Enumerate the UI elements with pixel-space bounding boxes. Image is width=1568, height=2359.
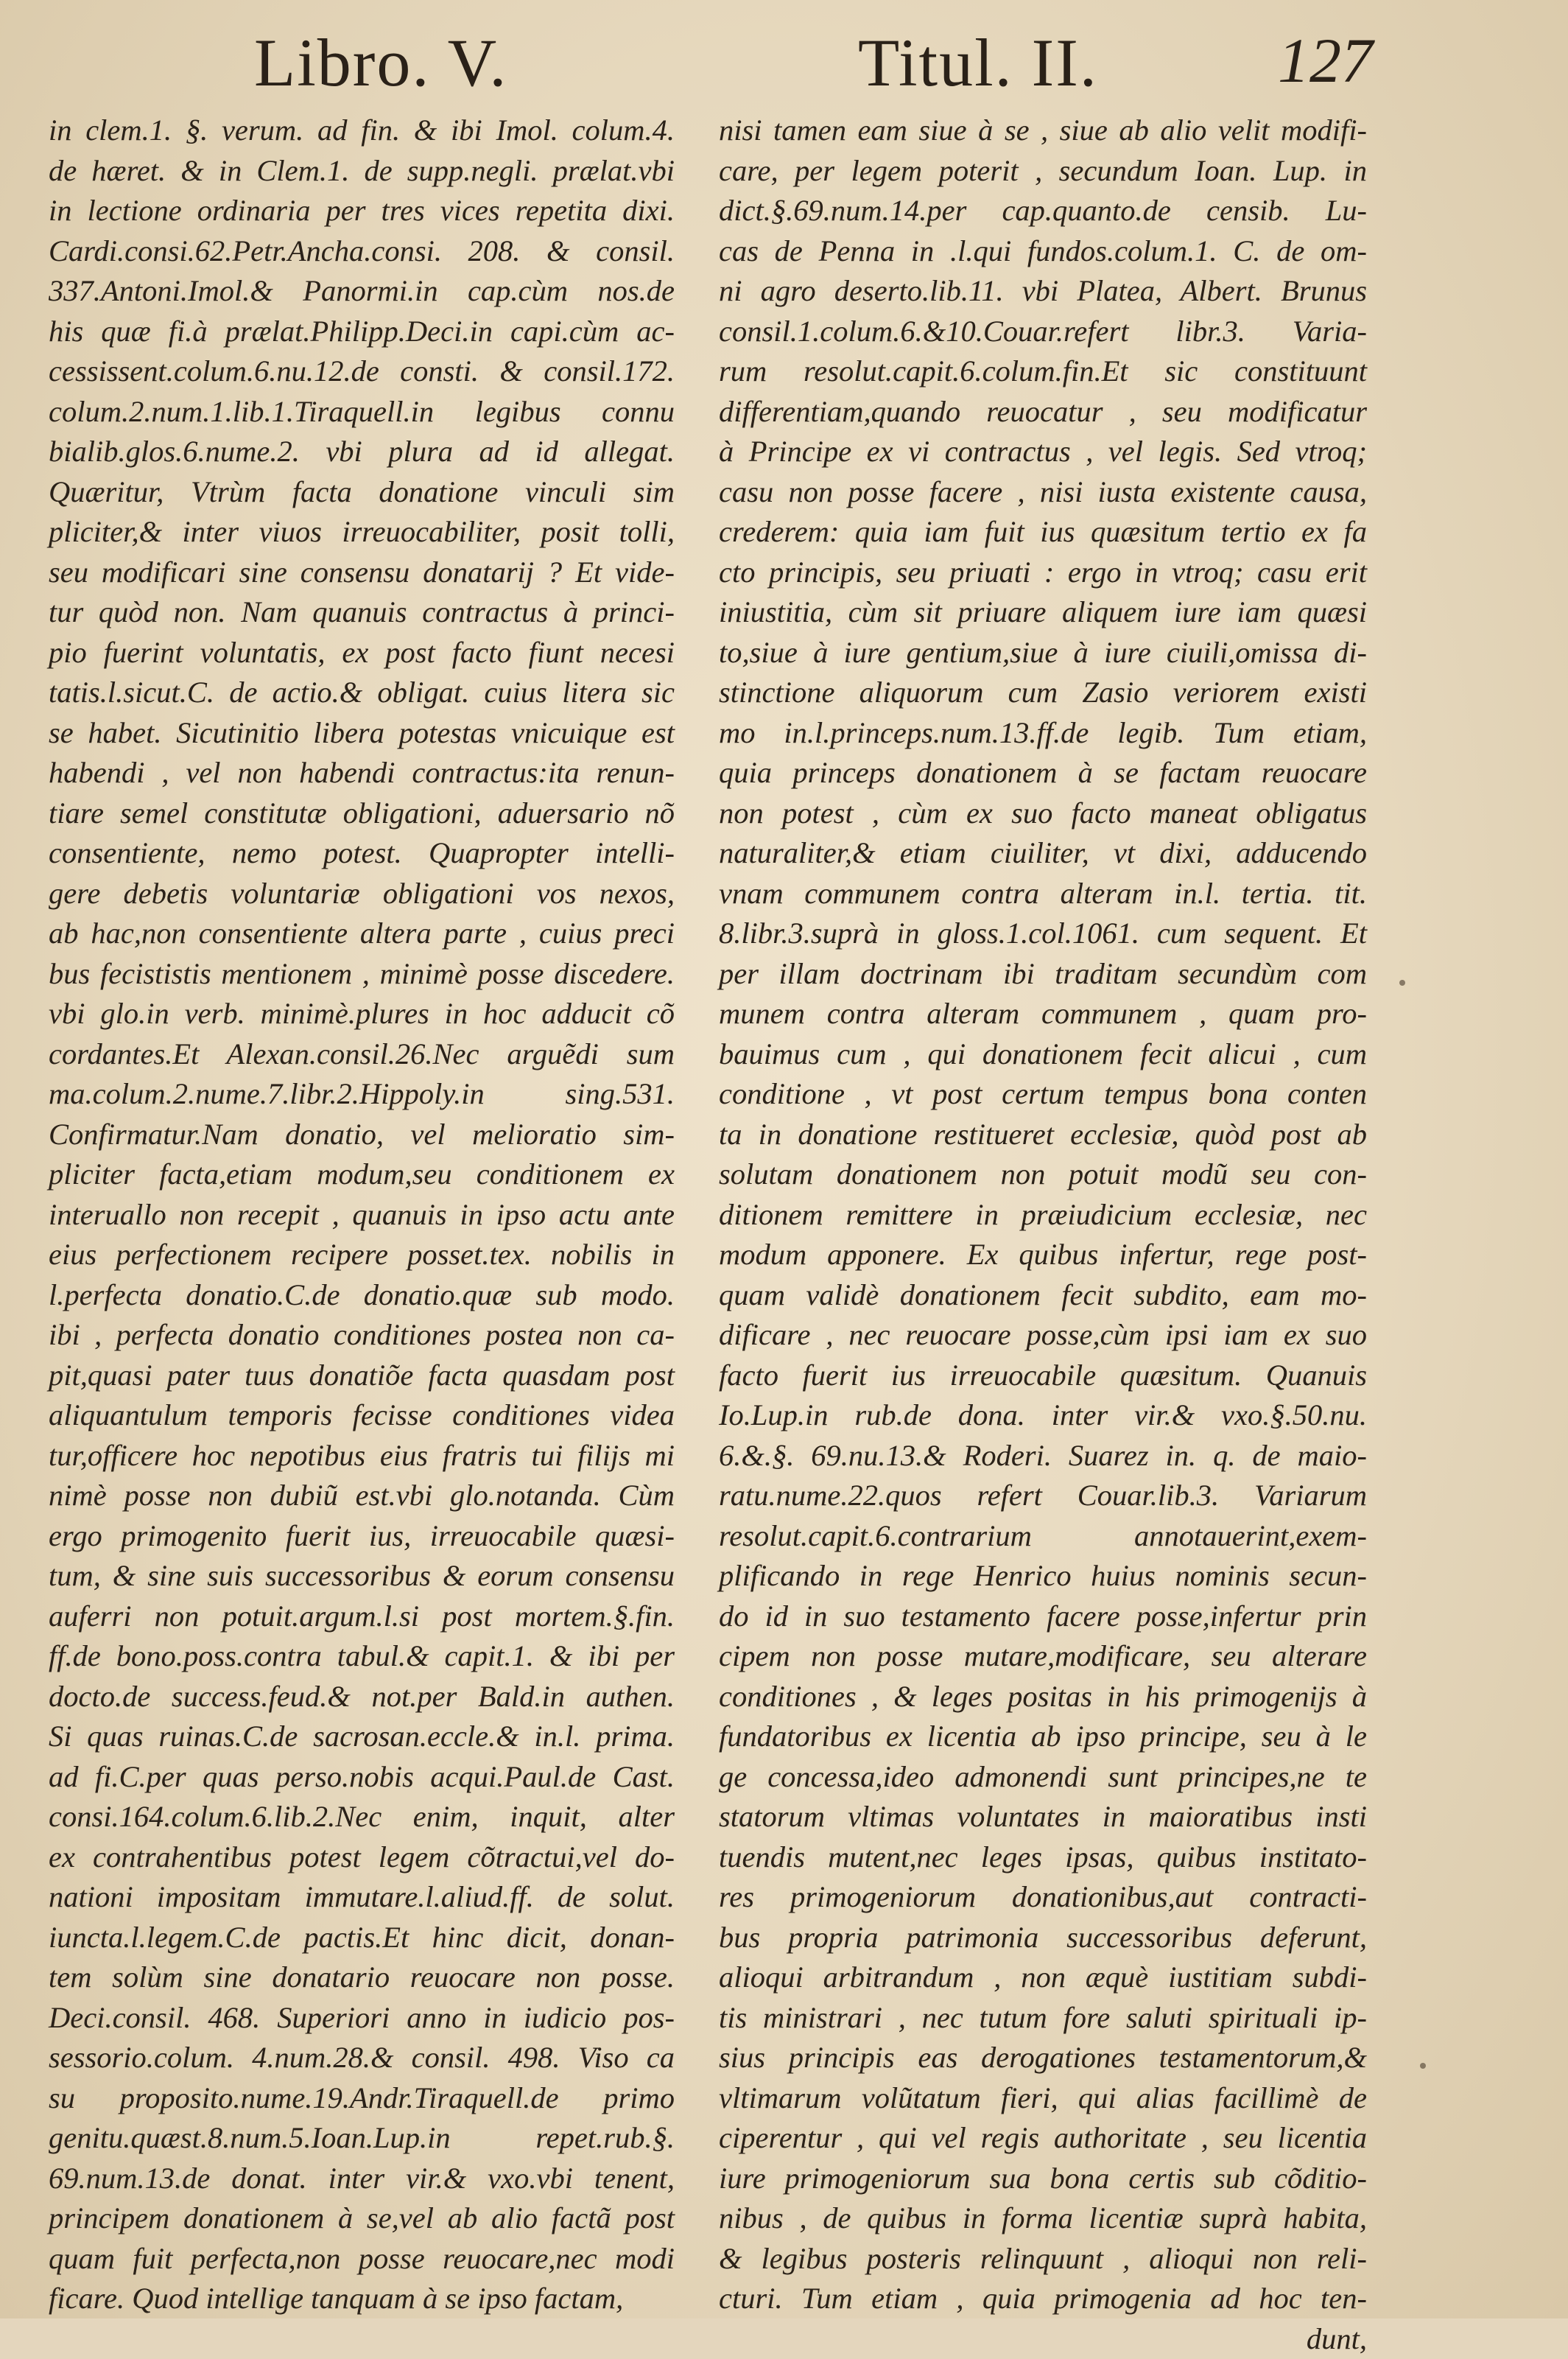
text-line: ibi , perfecta donatio conditiones postea non ca- xyxy=(49,1315,675,1356)
text-line: statorum vltimas voluntates in maioratibus insti xyxy=(719,1797,1367,1837)
text-line: quam validè donationem fecit subdito, eam mo- xyxy=(719,1275,1367,1316)
text-line: consi.164.colum.6.lib.2.Nec enim, inquit, alter xyxy=(49,1797,675,1837)
text-line: mo in.l.princeps.num.13.ff.de legib. Tum etiam, xyxy=(719,713,1367,754)
text-line: stinctione aliquorum cum Zasio veriorem existi xyxy=(719,673,1367,713)
text-line: Si quas ruinas.C.de sacrosan.eccle.& in.l. prima. xyxy=(49,1717,675,1757)
text-line: 8.libr.3.suprà in gloss.1.col.1061. cum sequent. Et xyxy=(719,914,1367,954)
text-line: pio fuerint voluntatis, ex post facto fiunt necesi xyxy=(49,633,675,673)
text-line: in lectione ordinaria per tres vices repetita dixi. xyxy=(49,191,675,231)
text-line: vltimarum volũtatum fieri, qui alias facillimè de xyxy=(719,2078,1367,2119)
text-line: munem contra alteram communem , quam pro- xyxy=(719,994,1367,1034)
text-line: consentiente, nemo potest. Quapropter intelli- xyxy=(49,833,675,874)
text-line: vbi glo.in verb. minimè.plures in hoc adducit cõ xyxy=(49,994,675,1034)
text-line: quam fuit perfecta,non posse reuocare,nec modi xyxy=(49,2239,675,2279)
text-line: resolut.capit.6.contrarium annotauerint,exem- xyxy=(719,1516,1367,1557)
text-line: crederem: quia iam fuit ius quæsitum tertio ex fa xyxy=(719,512,1367,553)
ink-speck xyxy=(1399,980,1405,986)
text-line: tem solùm sine donatario reuocare non posse. xyxy=(49,1957,675,1998)
text-line: cordantes.Et Alexan.consil.26.Nec arguẽdi sum xyxy=(49,1034,675,1075)
text-line: bus fecististis mentionem , minimè posse discedere. xyxy=(49,954,675,995)
text-line: vnam communem contra alteram in.l. tertia. tit. xyxy=(719,874,1367,914)
text-line: Io.Lup.in rub.de dona. inter vir.& vxo.§.50.nu. xyxy=(719,1395,1367,1436)
text-line: se habet. Sicutinitio libera potestas vnicuique est xyxy=(49,713,675,754)
text-line: do id in suo testamento facere posse,infertur prin xyxy=(719,1596,1367,1637)
text-line: de hæret. & in Clem.1. de supp.negli. prælat.vbi xyxy=(49,151,675,192)
text-line: Deci.consil. 468. Superiori anno in iudicio pos- xyxy=(49,1998,675,2039)
text-line: to,siue à iure gentium,siue à iure ciuili,omissa di- xyxy=(719,633,1367,673)
text-line: tiare semel constitutæ obligationi, aduersario nõ xyxy=(49,793,675,834)
left-text-column xyxy=(49,111,675,2319)
text-line: differentiam,quando reuocatur , seu modificatur xyxy=(719,392,1367,432)
text-line: in clem.1. §. verum. ad fin. & ibi Imol. colum.4. xyxy=(49,111,675,151)
text-line: rum resolut.capit.6.colum.fin.Et sic constituunt xyxy=(719,351,1367,392)
text-line: iniustitia, cùm sit priuare aliquem iure iam quæsi xyxy=(719,592,1367,633)
text-line: tum, & sine suis successoribus & eorum consensu xyxy=(49,1556,675,1596)
text-line: cas de Penna in .l.qui fundos.colum.1. C. de om- xyxy=(719,231,1367,272)
text-line: tis ministrari , nec tutum fore saluti spirituali ip- xyxy=(719,1998,1367,2039)
text-line: fundatoribus ex licentia ab ipso principe, seu à le xyxy=(719,1717,1367,1757)
text-line: 69.num.13.de donat. inter vir.& vxo.vbi tenent, xyxy=(49,2159,675,2199)
text-line: sessorio.colum. 4.num.28.& consil. 498. Viso ca xyxy=(49,2038,675,2078)
text-line: ciperentur , qui vel regis authoritate , seu licentia xyxy=(719,2118,1367,2159)
text-line: ab hac,non consentiente altera parte , cuius preci xyxy=(49,914,675,954)
text-line: ma.colum.2.nume.7.libr.2.Hippoly.in sing.531. xyxy=(49,1074,675,1115)
text-line: tuendis mutent,nec leges ipsas, quibus institato- xyxy=(719,1837,1367,1878)
text-line: auferri non potuit.argum.l.si post mortem.§.fin. xyxy=(49,1596,675,1637)
text-line: cipem non posse mutare,modificare, seu alterare xyxy=(719,1636,1367,1677)
text-line: l.perfecta donatio.C.de donatio.quæ sub modo. xyxy=(49,1275,675,1316)
text-line: aliquantulum temporis fecisse conditiones videa xyxy=(49,1395,675,1436)
text-line: casu non posse facere , nisi iusta existente causa, xyxy=(719,472,1367,513)
text-line: Quæritur, Vtrùm facta donatione vinculi sim xyxy=(49,472,675,513)
text-line: à Principe ex vi contractus , vel legis. Sed vtroq; xyxy=(719,432,1367,472)
text-line: facto fuerit ius irreuocabile quæsitum. Quanuis xyxy=(719,1356,1367,1396)
text-line: principem donationem à se,vel ab alio factã post xyxy=(49,2198,675,2239)
text-line: cto principis, seu priuati : ergo in vtroq; casu erit xyxy=(719,553,1367,593)
text-line: bauimus cum , qui donationem fecit alicui , cum xyxy=(719,1034,1367,1075)
text-line: conditione , vt post certum tempus bona conten xyxy=(719,1074,1367,1115)
text-line: gere debetis voluntariæ obligationi vos nexos, xyxy=(49,874,675,914)
text-line: ni agro deserto.lib.11. vbi Platea, Albert. Brunus xyxy=(719,271,1367,312)
text-line: Cardi.consi.62.Petr.Ancha.consi. 208. & consil. xyxy=(49,231,675,272)
page-number: 127 xyxy=(1278,24,1373,97)
text-line: tatis.l.sicut.C. de actio.& obligat. cuius litera sic xyxy=(49,673,675,713)
text-line: su proposito.nume.19.Andr.Tiraquell.de primo xyxy=(49,2078,675,2119)
text-line: interuallo non recepit , quanuis in ipso actu ante xyxy=(49,1195,675,1235)
text-line: modum apponere. Ex quibus infertur, rege post- xyxy=(719,1235,1367,1275)
text-line: ff.de bono.poss.contra tabul.& capit.1. & ibi per xyxy=(49,1636,675,1677)
text-line: pit,quasi pater tuus donatiõe facta quasdam post xyxy=(49,1356,675,1396)
text-line: care, per legem poterit , secundum Ioan. Lup. in xyxy=(719,151,1367,192)
text-line: ex contrahentibus potest legem cõtractui,vel do- xyxy=(49,1837,675,1878)
text-line: dunt, xyxy=(719,2319,1367,2359)
text-line: conditiones , & leges positas in his primogenijs à xyxy=(719,1677,1367,1717)
text-line: nisi tamen eam siue à se , siue ab alio velit modifi- xyxy=(719,111,1367,151)
text-line: naturaliter,& etiam ciuiliter, vt dixi, adducendo xyxy=(719,833,1367,874)
text-line: his quæ fi.à prælat.Philipp.Deci.in capi.cùm ac- xyxy=(49,312,675,352)
text-line: ta in donatione restitueret ecclesiæ, quòd post ab xyxy=(719,1115,1367,1155)
text-line: cessissent.colum.6.nu.12.de consti. & consil.172. xyxy=(49,351,675,392)
text-line: bialib.glos.6.nume.2. vbi plura ad id allegat. xyxy=(49,432,675,472)
text-line: ratu.nume.22.quos refert Couar.lib.3. Variarum xyxy=(719,1476,1367,1516)
text-line: pliciter,& inter viuos irreuocabiliter, posit tolli, xyxy=(49,512,675,553)
text-line: tur quòd non. Nam quanuis contractus à princi- xyxy=(49,592,675,633)
running-head-title: Titul. II. xyxy=(858,24,1098,102)
text-line: plificando in rege Henrico huius nominis secun- xyxy=(719,1556,1367,1596)
text-line: genitu.quæst.8.num.5.Ioan.Lup.in repet.rub.§. xyxy=(49,2118,675,2159)
text-line: ge concessa,ideo admonendi sunt principes,ne te xyxy=(719,1757,1367,1798)
text-line: consil.1.colum.6.&10.Couar.refert libr.3. Varia- xyxy=(719,312,1367,352)
text-line: tur,officere hoc nepotibus eius fratris tui filijs mi xyxy=(49,1436,675,1476)
text-line: ergo primogenito fuerit ius, irreuocabile quæsi- xyxy=(49,1516,675,1557)
text-line: docto.de success.feud.& not.per Bald.in authen. xyxy=(49,1677,675,1717)
text-line: Confirmatur.Nam donatio, vel melioratio sim- xyxy=(49,1115,675,1155)
text-line: bus propria patrimonia successoribus deferunt, xyxy=(719,1918,1367,1958)
ink-speck xyxy=(1420,2063,1426,2069)
text-line: nibus , de quibus in forma licentiæ suprà habita, xyxy=(719,2198,1367,2239)
text-line: ficare. Quod intellige tanquam à se ipso factam, xyxy=(49,2279,675,2319)
text-line: pliciter facta,etiam modum,seu conditionem ex xyxy=(49,1154,675,1195)
text-line: seu modificari sine consensu donatarij ? Et vide- xyxy=(49,553,675,593)
text-line: nationi impositam immutare.l.aliud.ff. de solut. xyxy=(49,1877,675,1918)
text-line: dificare , nec reuocare posse,cùm ipsi iam ex suo xyxy=(719,1315,1367,1356)
text-line: sius principis eas derogationes testamentorum,& xyxy=(719,2038,1367,2078)
right-text-column xyxy=(719,111,1367,2359)
text-line: iuncta.l.legem.C.de pactis.Et hinc dicit, donan- xyxy=(49,1918,675,1958)
text-line: per illam doctrinam ibi traditam secundùm com xyxy=(719,954,1367,995)
text-line: dict.§.69.num.14.per cap.quanto.de censib. Lu- xyxy=(719,191,1367,231)
text-line: cturi. Tum etiam , quia primogenia ad hoc ten- xyxy=(719,2279,1367,2319)
text-line: iure primogeniorum sua bona certis sub cõditio- xyxy=(719,2159,1367,2199)
text-line: non potest , cùm ex suo facto maneat obligatus xyxy=(719,793,1367,834)
text-line: nimè posse non dubiũ est.vbi glo.notanda. Cùm xyxy=(49,1476,675,1516)
text-line: solutam donationem non potuit modũ seu con- xyxy=(719,1154,1367,1195)
text-line: ad fi.C.per quas perso.nobis acqui.Paul.de Cast. xyxy=(49,1757,675,1798)
text-line: ditionem remittere in præiudicium ecclesiæ, nec xyxy=(719,1195,1367,1235)
text-line: eius perfectionem recipere posset.tex. nobilis in xyxy=(49,1235,675,1275)
text-line: & legibus posteris relinquunt , alioqui non reli- xyxy=(719,2239,1367,2279)
text-line: 337.Antoni.Imol.& Panormi.in cap.cùm nos.de xyxy=(49,271,675,312)
running-head-book: Libro. V. xyxy=(254,24,507,102)
text-line: quia princeps donationem à se factam reuocare xyxy=(719,753,1367,793)
text-line: colum.2.num.1.lib.1.Tiraquell.in legibus connu xyxy=(49,392,675,432)
text-line: res primogeniorum donationibus,aut contracti- xyxy=(719,1877,1367,1918)
text-line: habendi , vel non habendi contractus:ita renun- xyxy=(49,753,675,793)
page-header xyxy=(0,24,1568,112)
text-line: 6.&.§. 69.nu.13.& Roderi. Suarez in. q. de maio- xyxy=(719,1436,1367,1476)
text-line: alioqui arbitrandum , non æquè iustitiam subdi- xyxy=(719,1957,1367,1998)
